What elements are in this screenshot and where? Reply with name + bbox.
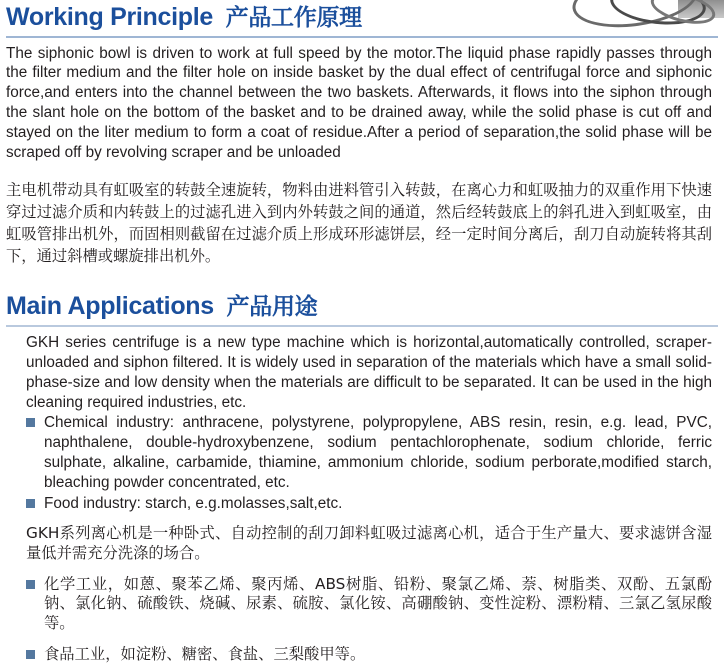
main-applications-title-cn: 产品用途	[226, 293, 318, 320]
applications-intro-cn: GKH系列离心机是一种卧式、自动控制的刮刀卸料虹吸过滤离心机，适合于生产量大、要求滤饼含湿量低并需充分洗涤的场合。	[26, 523, 712, 562]
square-bullet-icon	[26, 499, 35, 508]
working-principle-heading	[0, 0, 724, 32]
main-applications-body	[0, 333, 724, 665]
list-item	[26, 494, 712, 514]
list-item	[26, 413, 712, 493]
working-principle-title-en: Working Principle	[6, 3, 213, 31]
heading-divider	[6, 36, 718, 38]
working-principle-title-cn: 产品工作原理	[225, 4, 362, 30]
applications-intro-en: GKH series centrifuge is a new type machine which is horizontal,automatically controlled, scraper-unloaded and siphon filtered. It is widely used in separation of the materials which have a small solid-phase-size and low density when the materials are difficult to be separated. It can be used in the high cleaning required industries, etc.	[26, 333, 712, 411]
applications-bullet-cn-food: 食品工业，如淀粉、糖密、食盐、三梨酸甲等。	[44, 645, 366, 664]
main-applications-title-en: Main Applications	[6, 292, 214, 321]
list-item	[26, 575, 712, 635]
section-title	[6, 293, 710, 321]
square-bullet-icon	[26, 650, 35, 659]
working-principle-paragraph-en: The siphonic bowl is driven to work at full speed by the motor.The liquid phase rapidly passes through the filter medium and the filter hole on inside basket by the dual effect of centrifugal force and siphonic force,and enters into the channel between the two baskets. Afterwards, it flows into the siphon through the slant hole on the bottom of the basket and to be drained away, while the solid phase is cut off and stayed on the liter medium to form a coat of residue.After a period of separation,the solid phase will be scraped off by revolving scraper and be unloaded	[6, 44, 712, 161]
square-bullet-icon	[26, 418, 35, 427]
list-item	[26, 645, 712, 665]
square-bullet-icon	[26, 580, 35, 589]
working-principle-paragraph-cn: 主电机带动具有虹吸室的转鼓全速旋转，物料由进料管引入转鼓，在离心力和虹吸抽力的双重作用下快速穿过过滤介质和内转鼓上的过滤孔进入到内外转鼓之间的通道，然后经转鼓底上的斜孔进入到虹吸室，由虹吸管排出机外，而固相则截留在过滤介质上形成环形滤饼层，经一定时间分离后，刮刀自动旋转将其刮下，通过斜槽或螺旋排出机外。	[6, 180, 712, 266]
page-title	[6, 4, 710, 32]
main-applications-heading	[0, 289, 724, 321]
applications-bullet-cn-chemical: 化学工业，如蒽、聚苯乙烯、聚丙烯、ABS树脂、铅粉、聚氯乙烯、萘、树脂类、双酚、五氯酚钠、氯化钠、硫酸铁、烧碱、尿素、硫胺、氯化铵、高硼酸钠、变性淀粉、漂粉精、三氯乙氢尿酸等。	[44, 574, 712, 633]
applications-bullet-en-chemical: Chemical industry: anthracene, polystyrene, polypropylene, ABS resin, resin, e.g. lead, PVC, naphthalene, double-hydroxybenzene, sodium pentachlorophenate, sodium chloride, ferric sulphate, alkaline, carbamide, thiamine, ammonium chloride, sodium perborate,modified starch, bleaching powder concentrated, etc.	[44, 414, 712, 492]
heading-divider	[6, 325, 718, 327]
applications-bullet-en-food: Food industry: starch, e.g.molasses,salt,etc.	[44, 494, 343, 512]
